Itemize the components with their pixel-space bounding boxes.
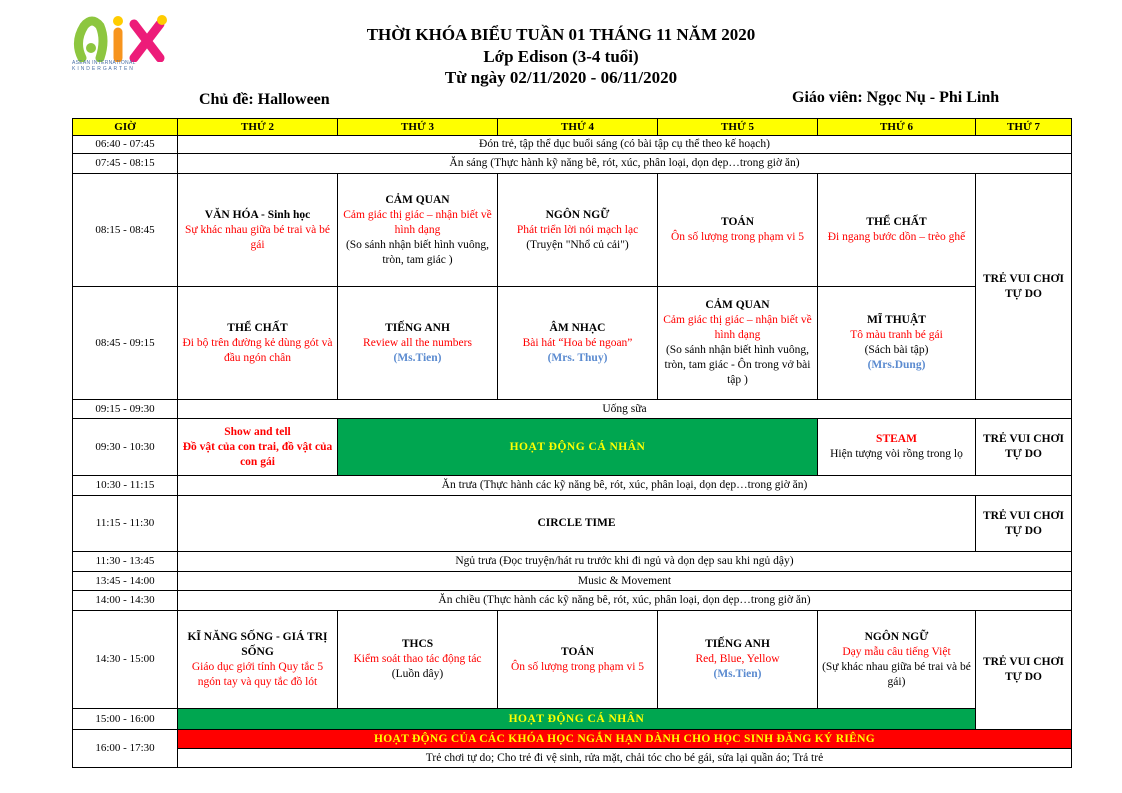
lesson-topic: Review all the numbers [363,336,472,349]
lesson-cell [818,287,976,400]
header-row [73,119,1072,136]
col-thursday: THỨ 5 [658,119,818,136]
lesson-teacher: (Ms.Tien) [713,668,762,680]
snack-cell: Ăn chiều (Thực hành các kỹ năng bê, rót, xúc, phân loại, dọn dẹp…trong giờ ăn) [178,591,1072,611]
individual-activity-bar: HOẠT ĐỘNG CÁ NHÂN [338,419,818,476]
lunch-cell: Ăn trưa (Thực hành các kỹ năng bê, rót, xúc, phân loại, dọn dẹp…trong giờ ăn) [178,476,1072,496]
lesson-cell [818,174,976,287]
time-cell: 07:45 - 08:15 [73,154,178,174]
lesson-cell [658,287,818,400]
lesson-note: (Truyện "Nhổ củ cải") [526,238,629,251]
lesson-topic: Tô màu tranh bé gái [850,329,943,341]
table-row [73,749,1072,768]
lesson-topic: Sự khác nhau giữa bé trai và bé gái [185,223,330,251]
time-cell: 11:30 - 13:45 [73,552,178,572]
lesson-subject: NGÔN NGỮ [545,208,610,221]
time-cell: 15:00 - 16:00 [73,709,178,730]
lesson-topic: Phát triển lời nói mạch lạc [516,223,639,236]
lesson-cell [498,611,658,709]
table-row [73,591,1072,611]
lesson-subject: CẢM QUAN [385,193,450,206]
lesson-cell [498,174,658,287]
table-row [73,400,1072,419]
col-wednesday: THỨ 4 [498,119,658,136]
table-row [73,174,1072,287]
saturday-free-play: TRẺ VUI CHƠI TỰ DO [976,174,1072,400]
lesson-teacher: (Ms.Tien) [393,351,442,364]
col-tuesday: THỨ 3 [338,119,498,136]
lesson-note: (So sánh nhận biết hình vuông, tròn, tam giác ) [345,238,490,266]
breakfast-cell: Ăn sáng (Thực hành kỹ năng bê, rót, xúc, phân loại, dọn dẹp…trong giờ ăn) [178,154,1072,174]
lesson-topic: Đi ngang bước dồn – trèo ghế [827,231,966,243]
lesson-subject: MĨ THUẬT [867,314,926,326]
table-row [73,287,1072,400]
lesson-subject: STEAM [876,433,917,445]
lesson-cell [818,611,976,709]
time-cell: 14:00 - 14:30 [73,591,178,611]
table-row [73,572,1072,591]
lesson-cell [658,174,818,287]
timetable [72,118,1072,768]
lesson-subject: TIẾNG ANH [705,638,770,650]
lesson-subject: KĨ NĂNG SỐNG - GIÁ TRỊ SỐNG [187,630,328,658]
saturday-free-play: TRẺ VUI CHƠI TỰ DO [976,419,1072,476]
lesson-note: (So sánh nhận biết hình vuông, tròn, tam giác - Ôn trong vở bài tập ) [664,344,811,386]
lesson-subject: TOÁN [560,645,595,658]
time-cell: 10:30 - 11:15 [73,476,178,496]
lesson-cell [178,419,338,476]
circle-time-cell: CIRCLE TIME [178,496,976,552]
lesson-topic: Kiểm soát thao tác động tác [353,653,482,665]
short-course-bar: HOẠT ĐỘNG CỦA CÁC KHÓA HỌC NGẮN HẠN DÀNH CHO HỌC SINH ĐĂNG KÝ RIÊNG [178,730,1072,749]
lesson-cell [658,611,818,709]
lesson-topic: Red, Blue, Yellow [695,653,780,665]
table-row [73,419,1072,476]
reception-cell: Đón trẻ, tập thể dục buổi sáng (có bài tập cụ thể theo kế hoạch) [178,136,1072,154]
lesson-cell [338,611,498,709]
table-row [73,709,1072,730]
lesson-cell [498,287,658,400]
lesson-topic: Đồ vật của con trai, đồ vật của con gái [182,440,333,468]
table-row [73,136,1072,154]
col-monday: THỨ 2 [178,119,338,136]
lesson-subject: TOÁN [720,216,755,228]
teachers-label: Giáo viên: Ngọc Nụ - Phi Linh [792,89,1000,106]
lesson-subject: THCS [401,638,434,650]
milk-cell: Uống sữa [178,400,1072,419]
time-cell: 08:15 - 08:45 [73,174,178,287]
table-row [73,496,1072,552]
lesson-note: (Luồn dây) [391,668,444,680]
lesson-topic: Giáo dục giới tính Quy tắc 5 ngón tay và quy tắc đồ lót [191,660,324,688]
individual-activity-bar: HOẠT ĐỘNG CÁ NHÂN [178,709,976,730]
theme-label: Chủ đề: Halloween [199,91,330,108]
lesson-subject: CẢM QUAN [705,299,770,311]
col-saturday: THỨ 7 [976,119,1072,136]
table-row [73,730,1072,749]
music-cell: Music & Movement [178,572,1072,591]
free-play-cell: Trẻ chơi tự do; Cho trẻ đi vệ sinh, rửa mặt, chải tóc cho bé gái, sửa lại quần áo; Trả trẻ [178,749,1072,768]
saturday-free-play: TRẺ VUI CHƠI TỰ DO [976,496,1072,552]
lesson-topic: Ôn số lượng trong phạm vi 5 [670,231,805,243]
lesson-subject: ÂM NHẠC [549,321,606,334]
lesson-subject: THỂ CHẤT [227,321,288,334]
time-cell: 14:30 - 15:00 [73,611,178,709]
time-cell: 06:40 - 07:45 [73,136,178,154]
table-row [73,552,1072,572]
lesson-teacher: (Mrs.Dung) [867,359,926,371]
time-cell: 16:00 - 17:30 [73,730,178,768]
lesson-topic: Bài hát “Hoa bé ngoan” [522,336,633,349]
lesson-subject: VĂN HÓA - Sinh học [204,208,311,221]
col-friday: THỨ 6 [818,119,976,136]
page-title: THỜI KHÓA BIỂU TUẦN 01 THÁNG 11 NĂM 2020 [366,25,756,44]
lesson-subject: NGÔN NGỮ [864,630,929,643]
lesson-subject: Show and tell [224,425,291,438]
logo-caption: ASEAN INTERNATIONAL K I N D E R G A R T E N [72,60,136,72]
table-row [73,154,1072,174]
lesson-cell [178,611,338,709]
table-row [73,476,1072,496]
lesson-note: (Sự khác nhau giữa bé trai và bé gái) [822,660,971,688]
class-name: Lớp Edison (3-4 tuổi) [483,47,639,66]
nap-cell: Ngủ trưa (Đọc truyện/hát ru trước khi đi ngủ và dọn dẹp sau khi ngủ dậy) [178,552,1072,572]
col-time: GIỜ [73,119,178,136]
lesson-subject: TIẾNG ANH [385,321,450,334]
lesson-cell [338,174,498,287]
lesson-topic: Cảm giác thị giác – nhận biết về hình dạng [343,208,492,236]
time-cell: 09:15 - 09:30 [73,400,178,419]
lesson-cell [338,287,498,400]
time-cell: 11:15 - 11:30 [73,496,178,552]
time-cell: 09:30 - 10:30 [73,419,178,476]
table-row [73,611,1072,709]
time-cell: 13:45 - 14:00 [73,572,178,591]
time-cell: 08:45 - 09:15 [73,287,178,400]
lesson-cell [818,419,976,476]
date-range: Từ ngày 02/11/2020 - 06/11/2020 [444,68,678,87]
lesson-topic: Cảm giác thị giác – nhận biết về hình dạng [663,314,812,341]
lesson-topic: Đi bộ trên đường kẻ dùng gót và đầu ngón chân [182,336,333,364]
lesson-cell [178,174,338,287]
lesson-topic: Dạy mẫu câu tiếng Việt [842,645,951,658]
lesson-teacher: (Mrs. Thuy) [547,351,608,364]
lesson-subject: THỂ CHẤT [866,216,927,228]
lesson-topic: Ôn số lượng trong phạm vi 5 [510,660,645,673]
lesson-note: (Sách bài tập) [864,344,929,356]
saturday-free-play: TRẺ VUI CHƠI TỰ DO [976,611,1072,730]
lesson-cell [178,287,338,400]
lesson-note: Hiện tượng vòi rồng trong lọ [830,448,963,460]
